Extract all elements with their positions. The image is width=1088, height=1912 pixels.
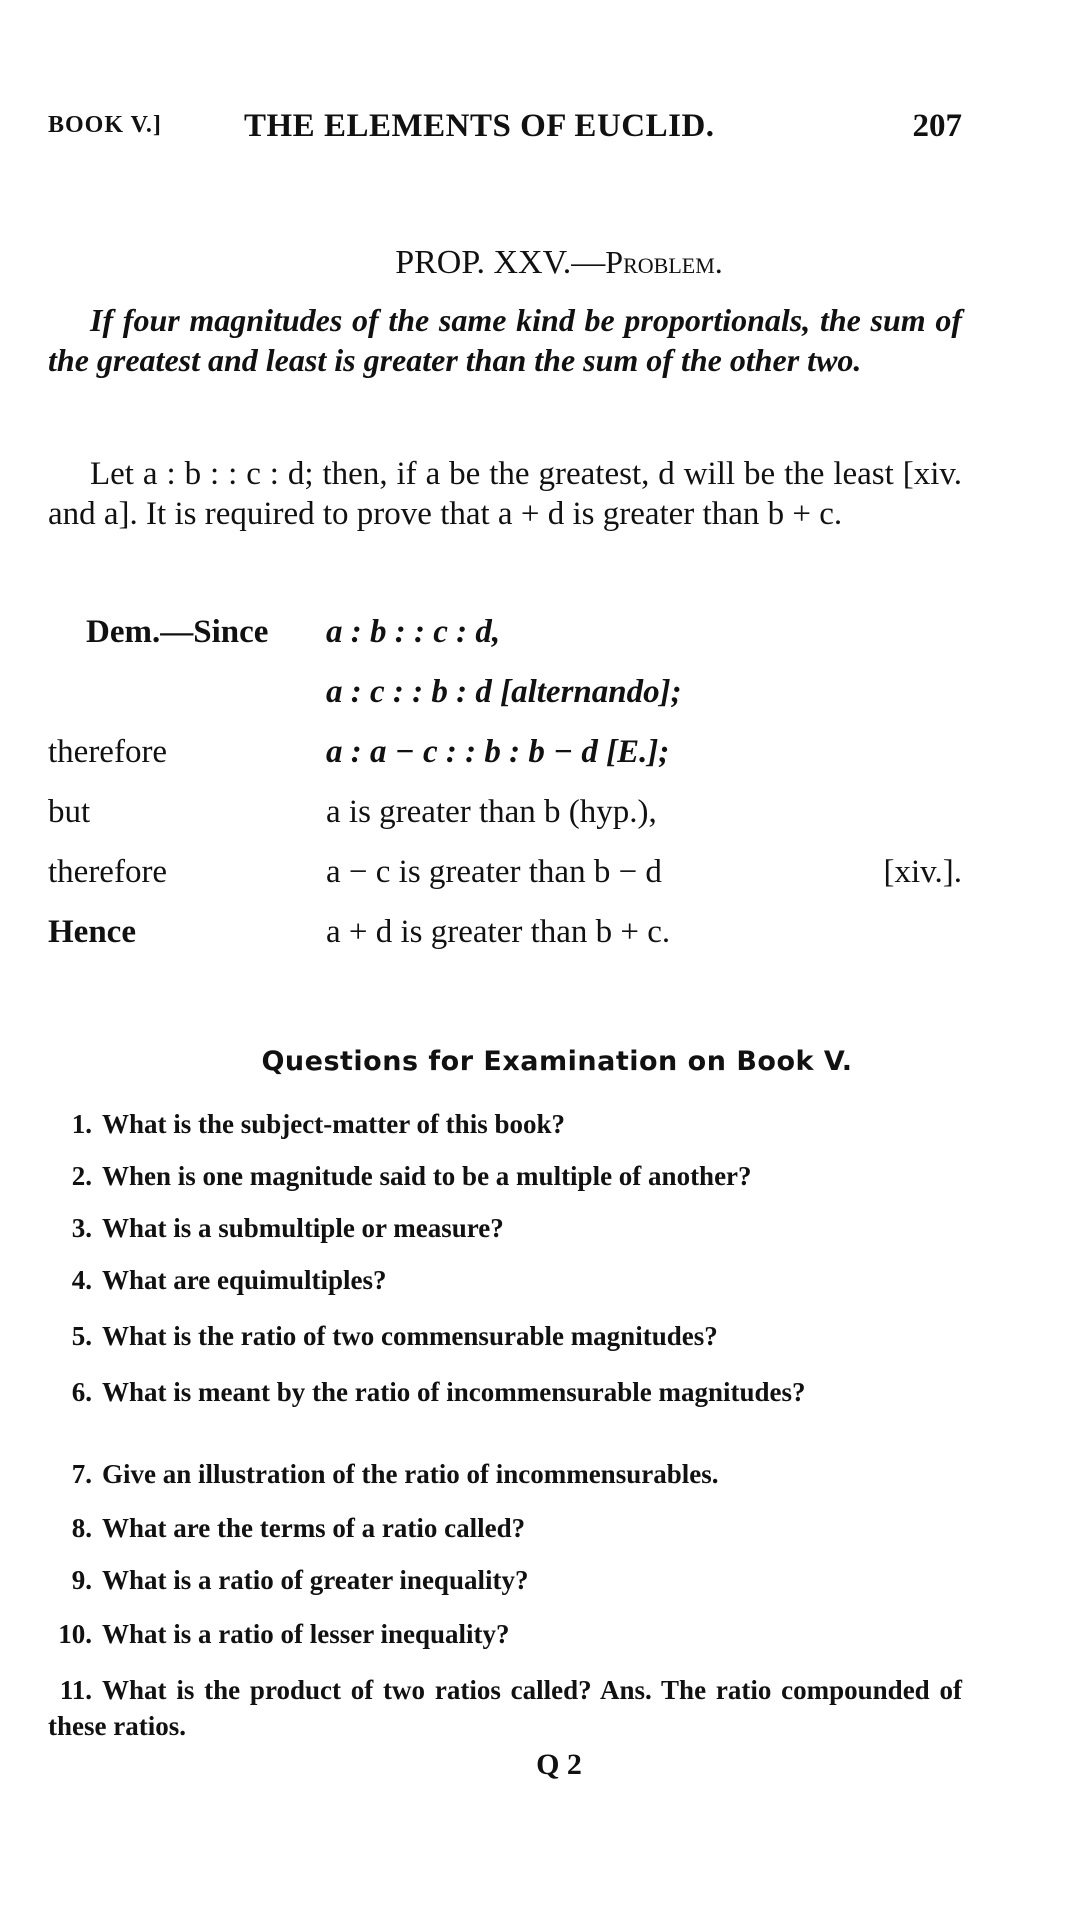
demonstration-statement: a : c : : b : d [alternando]; — [326, 674, 682, 710]
question-number: 4. — [71, 1265, 92, 1295]
proposition-number: PROP. XXV.— — [395, 244, 606, 281]
question-number: 11. — [59, 1675, 92, 1705]
demonstration-label: therefore — [48, 854, 168, 890]
running-head — [48, 108, 962, 152]
demonstration-row — [48, 614, 962, 658]
questions-heading: Questions for Examination on Book V. — [261, 1046, 853, 1077]
question-item — [48, 1456, 962, 1492]
demonstration-reference: [xiv.]. — [883, 854, 962, 890]
demonstration-label: Hence — [48, 914, 136, 950]
demonstration-row — [48, 674, 962, 718]
demonstration-label: Dem.—Since — [86, 614, 269, 650]
question-number: 3. — [71, 1213, 92, 1243]
proposition-heading — [0, 244, 1088, 282]
question-item — [48, 1672, 962, 1744]
demonstration-label: but — [48, 794, 91, 830]
question-number: 5. — [71, 1321, 92, 1351]
question-text: What is a submultiple or measure? — [102, 1213, 504, 1243]
page-number: 207 — [912, 108, 962, 144]
proposition-setup: Let a : b : : c : d; then, if a be the greatest, d will be the least [xiv. and a]. It is required to prove that a + d is greater than b + c. — [48, 456, 962, 532]
book-label: BOOK V.] — [48, 112, 162, 138]
proposition-kind: Problem. — [605, 244, 723, 280]
demonstration-row — [48, 854, 962, 898]
question-text: What are the terms of a ratio called? — [102, 1513, 526, 1543]
demonstration-row — [48, 734, 962, 778]
question-number: 1. — [71, 1109, 92, 1139]
demonstration-row — [48, 914, 962, 958]
question-item — [48, 1262, 962, 1298]
question-item — [48, 1510, 962, 1546]
question-number: 2. — [71, 1161, 92, 1191]
question-number: 6. — [71, 1377, 92, 1407]
demonstration-statement: a : b : : c : d, — [326, 614, 501, 650]
question-text: When is one magnitude said to be a multiple of another? — [102, 1161, 752, 1191]
question-text: What are equimultiples? — [102, 1265, 387, 1295]
question-item — [48, 1318, 962, 1354]
question-text: Give an illustration of the ratio of incommensurables. — [102, 1459, 719, 1489]
question-number: 8. — [71, 1513, 92, 1543]
question-item — [48, 1374, 962, 1410]
question-text: What is the product of two ratios called? Ans. The ratio compounded of these ratios. — [48, 1675, 962, 1741]
enunciation: If four magnitudes of the same kind be proportionals, the sum of the greatest and least is greater than the sum of the other two. — [48, 302, 962, 378]
question-number: 7. — [71, 1459, 92, 1489]
question-number: 9. — [71, 1565, 92, 1595]
question-number: 10. — [58, 1619, 92, 1649]
demonstration-row — [48, 794, 962, 838]
question-text: What is the subject-matter of this book? — [102, 1109, 565, 1139]
question-item — [48, 1106, 962, 1142]
question-text: What is the ratio of two commensurable magnitudes? — [102, 1321, 718, 1351]
demonstration-label: therefore — [48, 734, 168, 770]
demonstration-statement: a − c is greater than b − d — [326, 854, 662, 890]
signature-mark: Q 2 — [536, 1748, 582, 1781]
demonstration-statement: a + d is greater than b + c. — [326, 914, 671, 950]
question-text: What is a ratio of greater inequality? — [102, 1565, 529, 1595]
question-item — [48, 1616, 962, 1652]
demonstration-statement: a : a − c : : b : b − d [E.]; — [326, 734, 670, 770]
question-item — [48, 1562, 962, 1598]
question-text: What is a ratio of lesser inequality? — [102, 1619, 510, 1649]
question-item — [48, 1210, 962, 1246]
question-item — [48, 1158, 962, 1194]
question-text: What is meant by the ratio of incommensurable magnitudes? — [102, 1377, 806, 1407]
demonstration-statement: a is greater than b (hyp.), — [326, 794, 657, 830]
running-title: THE ELEMENTS OF EUCLID. — [244, 108, 715, 144]
